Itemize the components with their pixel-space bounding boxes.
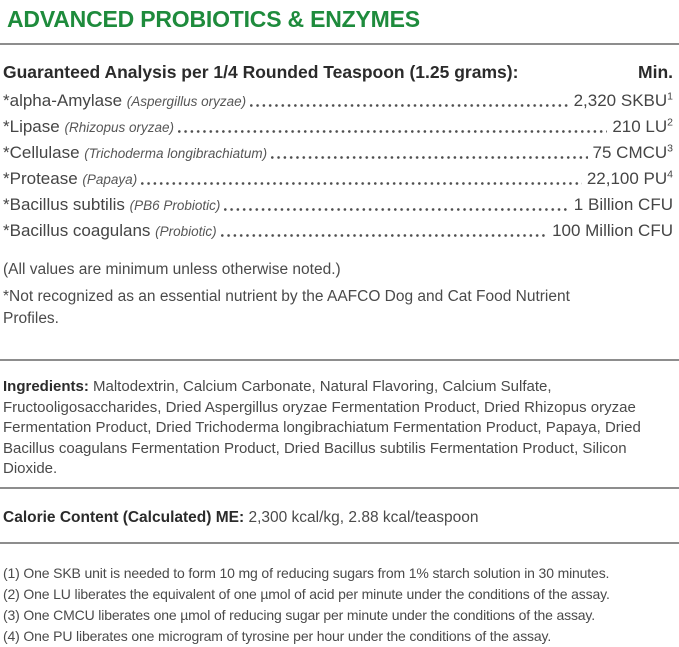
ingredients-label: Ingredients: — [3, 378, 89, 395]
analysis-row-bacillus-coagulans — [3, 218, 673, 244]
ingredient-source: (Papaya) — [82, 172, 138, 187]
footnotes-section — [3, 563, 673, 647]
ingredient-source: (Rhizopus oryzae) — [64, 120, 174, 135]
ingredient-value: 1 Billion CFU — [573, 195, 673, 214]
analysis-row-bacillus-subtilis — [3, 192, 673, 218]
divider — [0, 487, 679, 489]
dotted-leader — [221, 233, 547, 238]
ingredient-name: *alpha-Amylase — [3, 91, 123, 110]
dotted-leader — [141, 181, 582, 186]
footnote-ref: 3 — [667, 142, 673, 155]
divider — [0, 359, 679, 361]
calorie-content-value: 2,300 kcal/kg, 2.88 kcal/teaspoon — [248, 508, 479, 526]
guaranteed-analysis-header — [3, 62, 673, 83]
calorie-content-section — [3, 508, 673, 528]
dotted-leader — [250, 103, 569, 108]
min-column-label: Min. — [638, 62, 673, 82]
analysis-row-lipase — [3, 114, 673, 140]
ingredients-list: Maltodextrin, Calcium Carbonate, Natural Flavoring, Calcium Sulfate, Fructooligosaccharides, Dried Aspergillus oryzae Fermentation Product, Dried Rhizopus oryzae Fermentation Product, Dried Trichoderma longibrachiatum Fermentation Product, Papaya, Dried Bacillus coagulans Fermentation Product, Dried Bacillus subtilis Fermentation Product, Silicon Dioxide. — [3, 378, 641, 477]
analysis-row-cellulase — [3, 140, 673, 166]
guaranteed-analysis-label: Guaranteed Analysis per 1/4 Rounded Teaspoon (1.25 grams): — [3, 62, 519, 82]
footnote-ref: 4 — [667, 168, 673, 181]
ingredient-name: *Cellulase — [3, 143, 80, 162]
ingredient-source: (Aspergillus oryzae) — [126, 94, 247, 109]
footnote-ref: 2 — [667, 116, 673, 129]
dotted-leader — [271, 155, 587, 160]
ingredients-section — [3, 377, 673, 480]
ingredient-name: *Protease — [3, 169, 78, 188]
footnote-ref: 1 — [667, 90, 673, 103]
footnote-pu: (4) One PU liberates one microgram of tyrosine per hour under the conditions of the assay. — [3, 627, 552, 644]
dotted-leader — [224, 207, 568, 212]
aafco-note: *Not recognized as an essential nutrient by the AAFCO Dog and Cat Food Nutrient Profiles. — [3, 288, 570, 327]
dotted-leader — [178, 129, 607, 134]
analysis-row-alpha-amylase — [3, 88, 673, 114]
ingredient-name: *Bacillus subtilis — [3, 195, 125, 214]
ingredient-source: (PB6 Probiotic) — [129, 198, 221, 213]
ingredient-name: *Bacillus coagulans — [3, 221, 151, 240]
ingredient-value: 75 CMCU — [592, 143, 668, 162]
divider — [0, 43, 679, 45]
divider — [0, 542, 679, 544]
minimum-values-note: (All values are minimum unless otherwise noted.) — [3, 261, 341, 278]
ingredient-source: (Trichoderma longibrachiatum) — [84, 146, 268, 161]
ingredient-value: 210 LU — [612, 117, 668, 136]
ingredient-name: *Lipase — [3, 117, 60, 136]
calorie-content-label: Calorie Content (Calculated) ME: — [3, 508, 245, 526]
footnote-skb: (1) One SKB unit is needed to form 10 mg of reducing sugars from 1% starch solution in 30 minutes. — [3, 564, 610, 581]
page-title: ADVANCED PROBIOTICS & ENZYMES — [7, 6, 420, 32]
ingredient-value: 100 Million CFU — [552, 221, 673, 240]
ingredient-value: 2,320 SKBU — [573, 91, 668, 110]
footnote-cmcu: (3) One CMCU liberates one µmol of reducing sugar per minute under the conditions of the assay. — [3, 606, 595, 623]
ingredient-source: (Probiotic) — [155, 224, 217, 239]
guaranteed-analysis-table — [3, 88, 673, 244]
ingredient-value: 22,100 PU — [586, 169, 668, 188]
analysis-row-protease — [3, 166, 673, 192]
footnote-lu: (2) One LU liberates the equivalent of one µmol of acid per minute under the conditions of the assay. — [3, 585, 610, 602]
